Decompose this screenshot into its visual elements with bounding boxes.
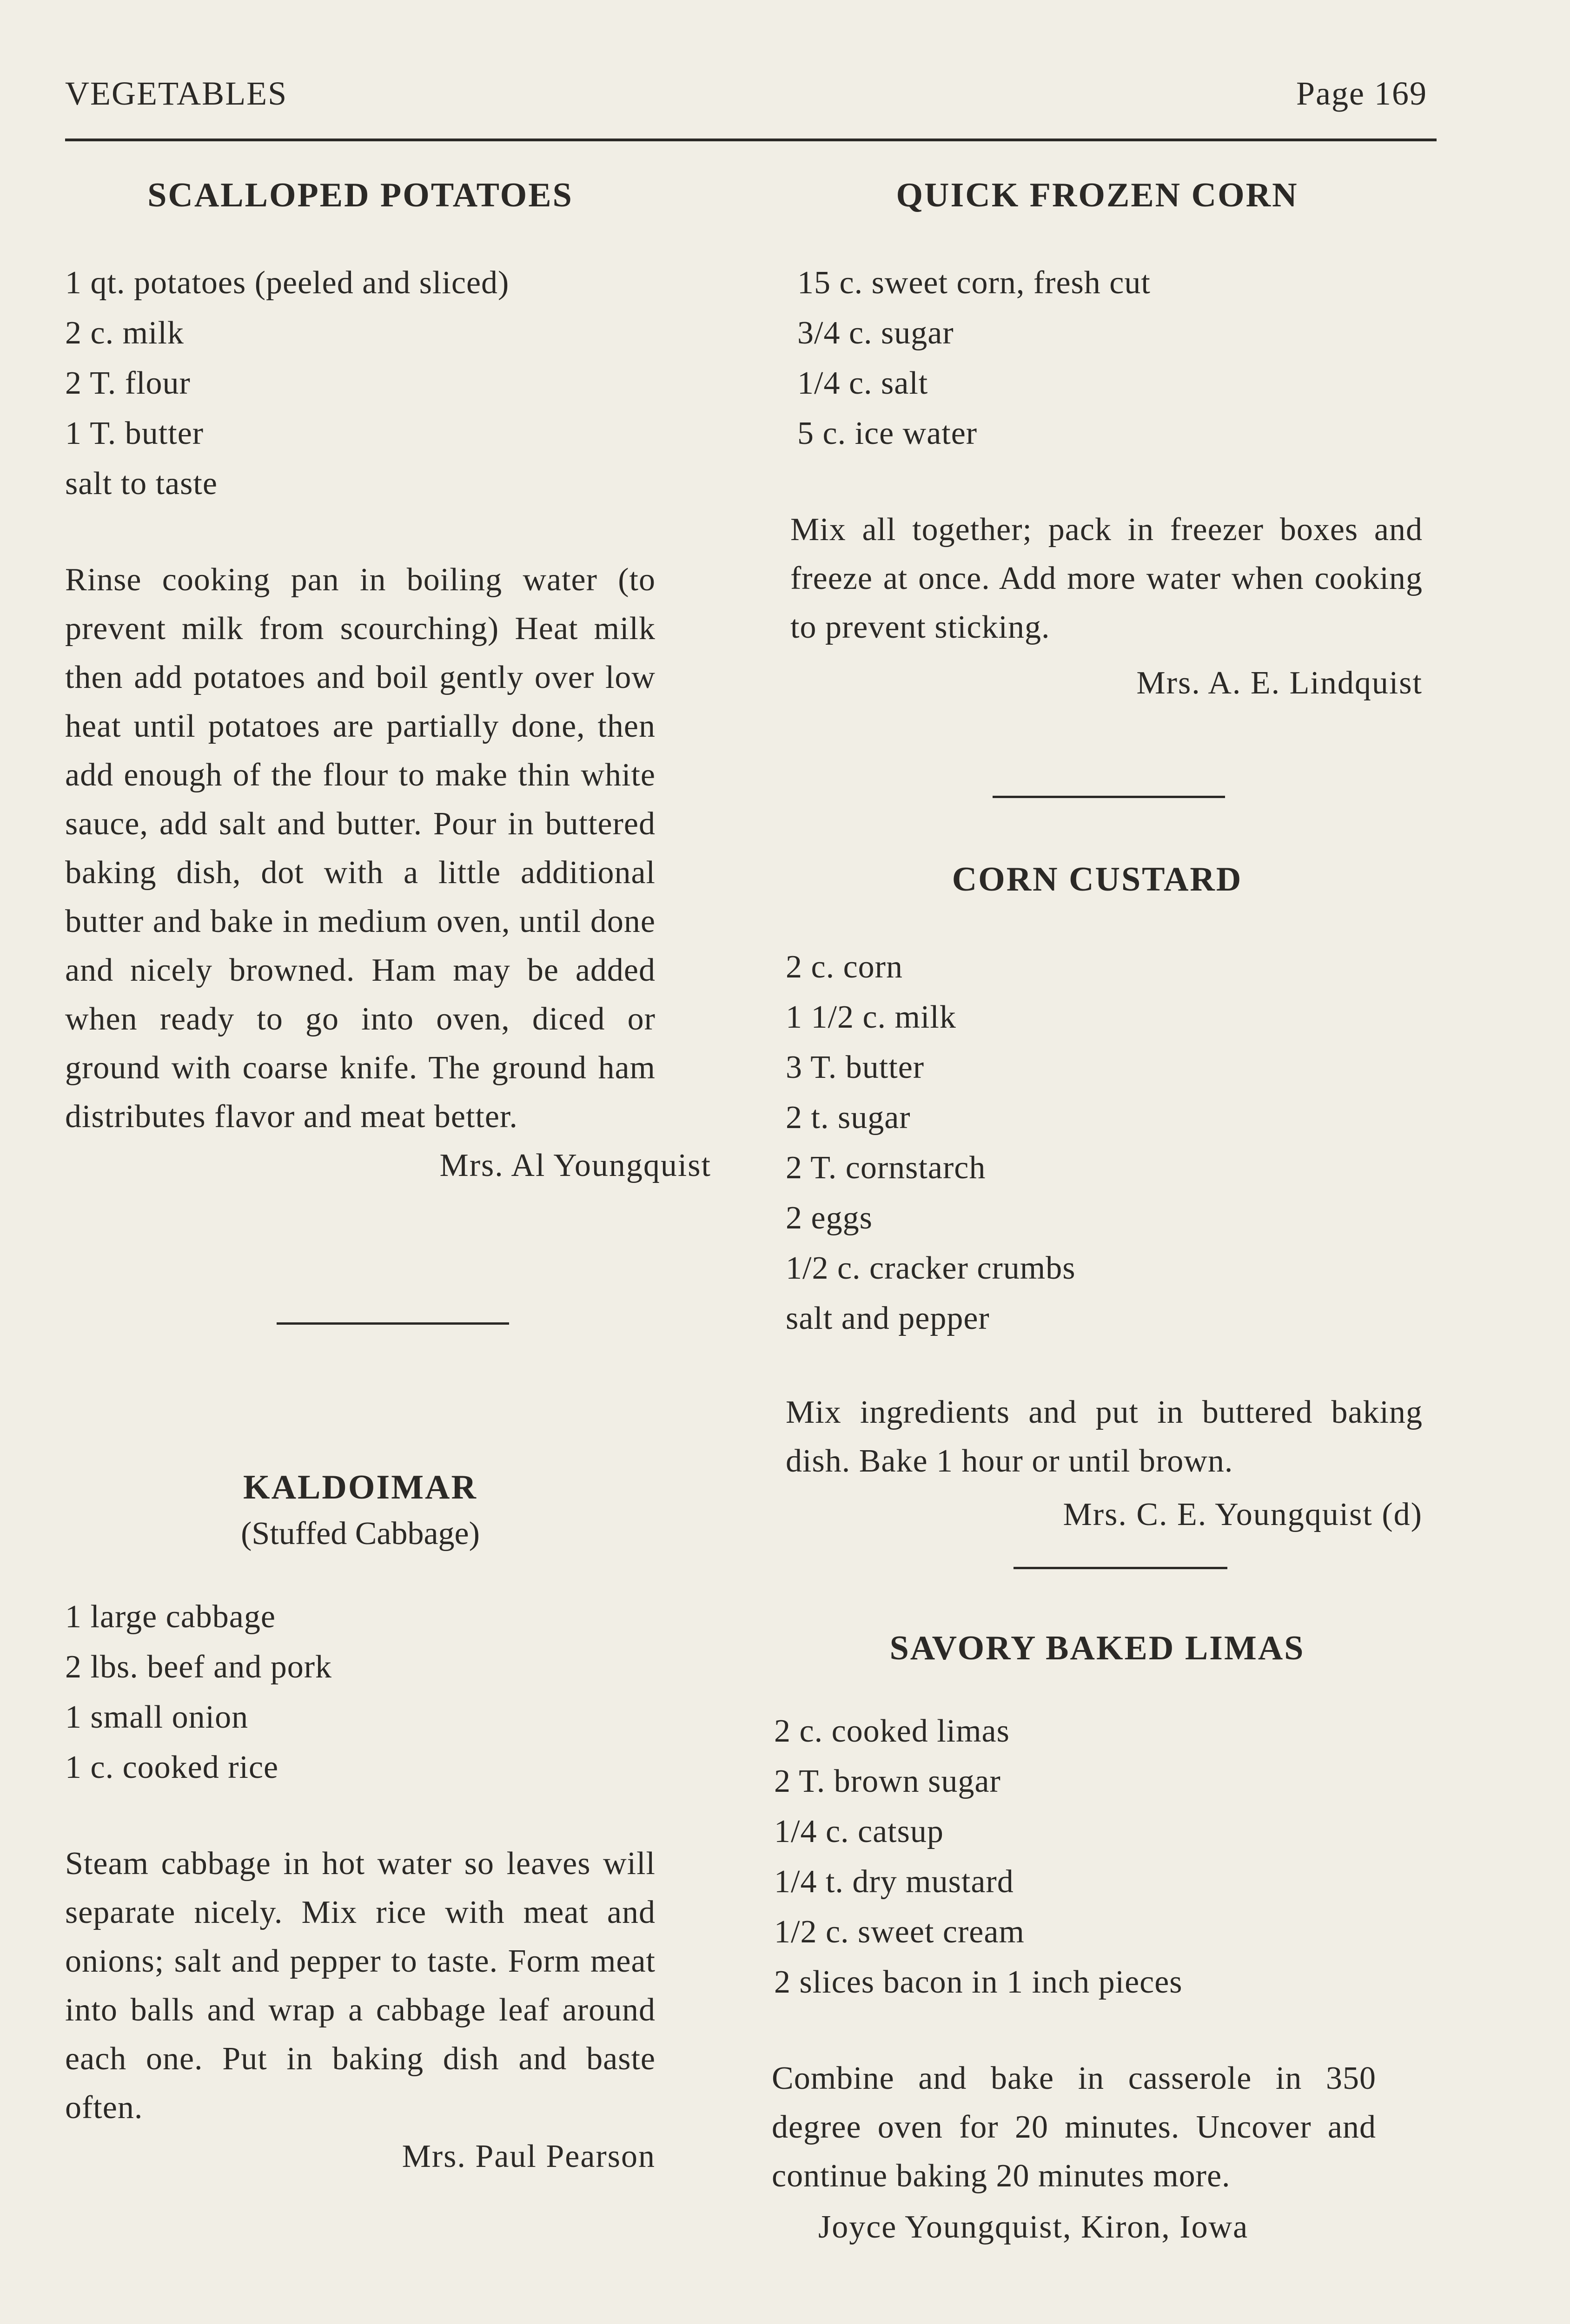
ingredient: 2 T. cornstarch [786, 1150, 986, 1186]
recipe-kaldoimar [65, 1464, 711, 2181]
ingredient: 2 c. milk [65, 315, 184, 351]
ingredient: 5 c. ice water [797, 416, 978, 451]
ingredient-list [774, 1706, 1423, 2007]
ingredient: 1 small onion [65, 1699, 249, 1735]
recipe-quick-frozen-corn [772, 172, 1423, 707]
ingredient: salt and pepper [786, 1301, 990, 1336]
recipe-title: QUICK FROZEN CORN [896, 176, 1298, 214]
ingredient: 2 c. corn [786, 949, 903, 985]
recipe-corn-custard [772, 856, 1423, 1539]
ingredient: 1/2 c. cracker crumbs [786, 1250, 1076, 1286]
recipe-title: KALDOIMAR [243, 1468, 477, 1506]
header-rule [65, 139, 1437, 141]
ingredient: 1 c. cooked rice [65, 1750, 279, 1785]
recipe-title: CORN CUSTARD [952, 860, 1243, 898]
recipe-savory-baked-limas [772, 1625, 1423, 2251]
ingredient: 1/4 c. salt [797, 365, 928, 401]
recipe-author: Mrs. Paul Pearson [402, 2139, 656, 2174]
ingredient-list [786, 942, 1423, 1344]
recipe-divider [1014, 1567, 1227, 1569]
ingredient: 15 c. sweet corn, fresh cut [797, 265, 1151, 301]
recipe-author: Joyce Youngquist, Kiron, Iowa [818, 2209, 1249, 2245]
right-column [772, 167, 1423, 2251]
recipe-author: Mrs. C. E. Youngquist (d) [1063, 1497, 1423, 1532]
ingredient: 2 t. sugar [786, 1100, 911, 1136]
ingredient: 1/2 c. sweet cream [774, 1914, 1025, 1950]
recipe-author: Mrs. A. E. Lindquist [1136, 665, 1423, 701]
ingredient: 2 slices bacon in 1 inch pieces [774, 1964, 1183, 2000]
recipe-divider [993, 796, 1225, 798]
recipe-subtitle: (Stuffed Cabbage) [241, 1516, 480, 1552]
ingredient: 1/4 c. catsup [774, 1814, 944, 1849]
ingredient: 2 T. flour [65, 365, 191, 401]
ingredient: 1 T. butter [65, 416, 204, 451]
recipe-divider [277, 1322, 509, 1325]
ingredient: 2 c. cooked limas [774, 1713, 1010, 1749]
ingredient-list [797, 258, 1423, 459]
ingredient-list [65, 1592, 656, 1793]
recipe-method: Steam cabbage in hot water so leaves will separate nicely. Mix rice with meat and onions; salt and pepper to taste. Form meat into balls and wrap a cabbage leaf around each one. Put in baking dish and baste often. [65, 1846, 656, 2126]
ingredient: 1/4 t. dry mustard [774, 1864, 1014, 1900]
left-column [65, 167, 711, 2181]
page-header [65, 70, 1427, 121]
ingredient: salt to taste [65, 466, 218, 502]
page-number: Page 169 [1296, 75, 1427, 112]
ingredient: 3 T. butter [786, 1050, 925, 1085]
ingredient: 2 lbs. beef and pork [65, 1649, 332, 1685]
ingredient: 1 large cabbage [65, 1599, 276, 1635]
ingredient: 1 1/2 c. milk [786, 999, 956, 1035]
section-title: VEGETABLES [65, 75, 288, 112]
ingredient: 1 qt. potatoes (peeled and sliced) [65, 265, 510, 301]
recipe-method: Mix ingredients and put in buttered baking dish. Bake 1 hour or until brown. [786, 1394, 1423, 1479]
recipe-method: Mix all together; pack in freezer boxes and freeze at once. Add more water when cooking to prevent sticking. [790, 512, 1423, 645]
recipe-method: Combine and bake in casserole in 350 degree oven for 20 minutes. Uncover and continue baking 20 minutes more. [772, 2060, 1376, 2194]
ingredient: 2 T. brown sugar [774, 1763, 1001, 1799]
recipe-title: SCALLOPED POTATOES [147, 176, 573, 214]
recipe-title: SAVORY BAKED LIMAS [889, 1629, 1305, 1667]
ingredient: 3/4 c. sugar [797, 315, 954, 351]
recipe-scalloped-potatoes [65, 172, 711, 1190]
ingredient-list [65, 258, 656, 509]
recipe-method: Rinse cooking pan in boiling water (to prevent milk from scourching) Heat milk then add potatoes and boil gently over low heat until potatoes are partially done, then add enough of the flour to make thin white sauce, add salt and butter. Pour in buttered baking dish, dot with a little additional butter and bake in medium oven, until done and nicely browned. Ham may be added when ready to go into oven, diced or ground with coarse knife. The ground ham distributes flavor and meat better. [65, 562, 656, 1135]
recipe-author: Mrs. Al Youngquist [439, 1148, 711, 1183]
ingredient: 2 eggs [786, 1200, 873, 1236]
